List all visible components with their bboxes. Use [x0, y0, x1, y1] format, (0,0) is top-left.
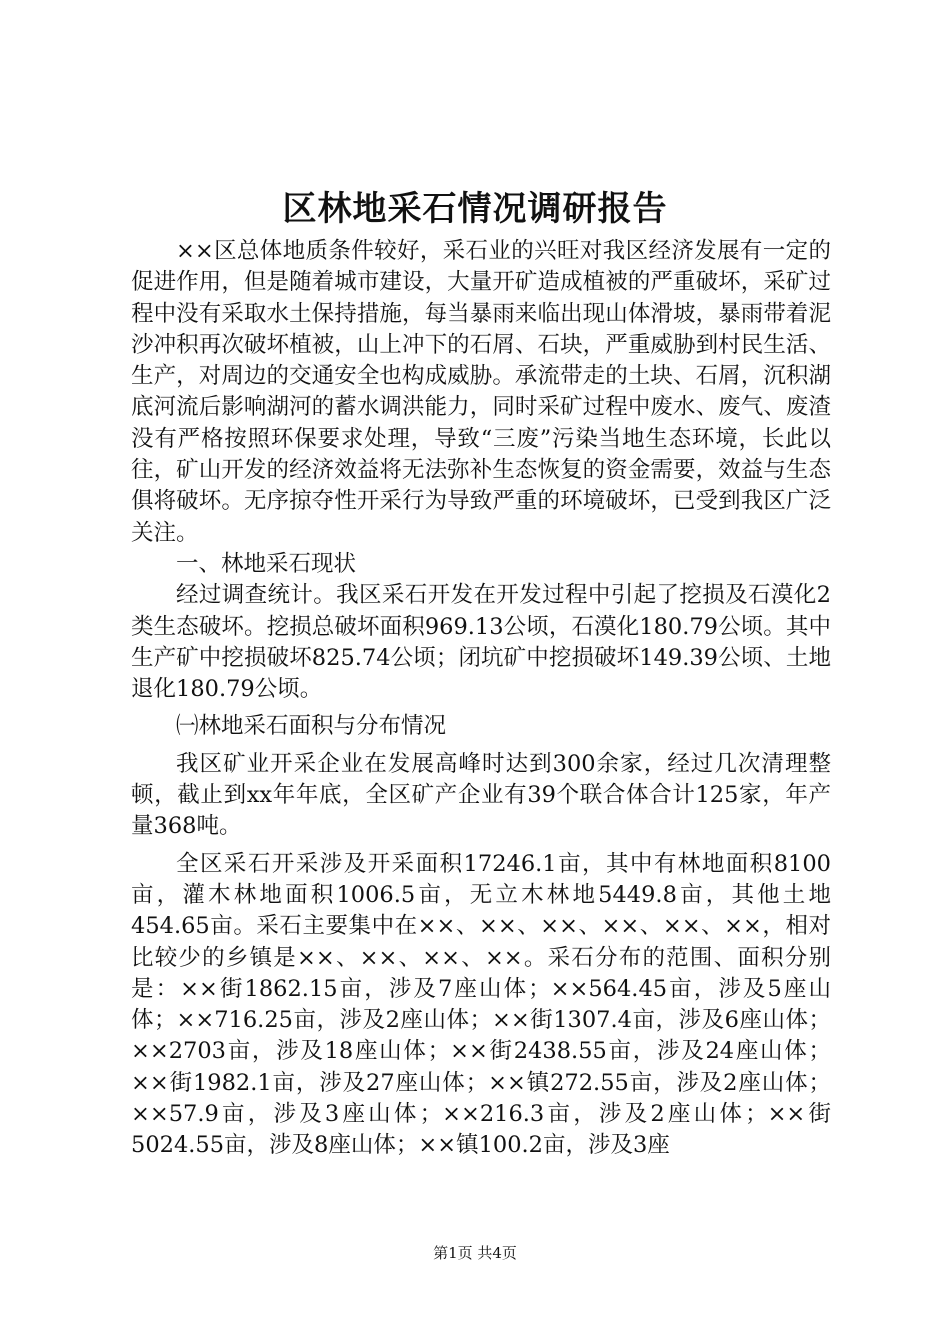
- page-footer: 第1页 共4页: [433, 1244, 517, 1262]
- section-heading-1: 一、林地采石现状: [176, 550, 357, 577]
- document-title: 区林地采石情况调研报告: [282, 189, 668, 229]
- enterprise-paragraph: 我区矿业开采企业在发展高峰时达到300余家，经过几次清理整顿，截止到xx年年底，全区矿产企业有39个联合体合计125家，年产量368吨。: [131, 750, 831, 840]
- area-distribution-paragraph: 全区采石开采涉及开采面积17246.1亩，其中有林地面积8100亩，灌木林地面积1006.5亩，无立木林地5449.8亩，其他土地454.65亩。采石主要集中在××、××、××、××、××、××，相对比较少的乡镇是××、××、××、××。采石分布的范围、面积分别是：××街1862.15亩，涉及7座山体；××564.45亩，涉及5座山体；××716.25亩，涉及2座山体；××街1307.4亩，涉及6座山体；××2703亩，涉及18座山体；××街2438.55亩，涉及24座山体；××街1982.1亩，涉及27座山体；××镇272.55亩，涉及2座山体；××57.9亩，涉及3座山体；××216.3亩，涉及2座山体；××街5024.55亩，涉及8座山体；××镇100.2亩，涉及3座: [131, 850, 832, 1159]
- status-paragraph: 经过调查统计。我区采石开发在开发过程中引起了挖损及石漠化2类生态破坏。挖损总破坏面积969.13公顷，石漠化180.79公顷。其中生产矿中挖损破坏825.74公顷；闭坑矿中挖损破坏149.39公顷、土地退化180.79公顷。: [131, 582, 831, 703]
- intro-paragraph: ××区总体地质条件较好，采石业的兴旺对我区经济发展有一定的促进作用，但是随着城市建设，大量开矿造成植被的严重破坏，采矿过程中没有采取水土保持措施，每当暴雨来临出现山体滑坡，暴雨带着泥沙冲积再次破坏植被，山上冲下的石屑、石块，严重威胁到村民生活、生产，对周边的交通安全也构成威胁。承流带走的土块、石屑，沉积湖底河流后影响湖河的蓄水调洪能力，同时采矿过程中废水、废气、废渣没有严格按照环保要求处理，导致“三废”污染当地生态环境，长此以往，矿山开发的经济效益将无法弥补生态恢复的资金需要，效益与生态俱将破坏。无序掠夺性开采行为导致严重的环境破坏，已受到我区广泛关注。: [131, 238, 831, 546]
- document-body: [131, 236, 831, 1162]
- subsection-heading-1: ㈠林地采石面积与分布情况: [176, 713, 447, 740]
